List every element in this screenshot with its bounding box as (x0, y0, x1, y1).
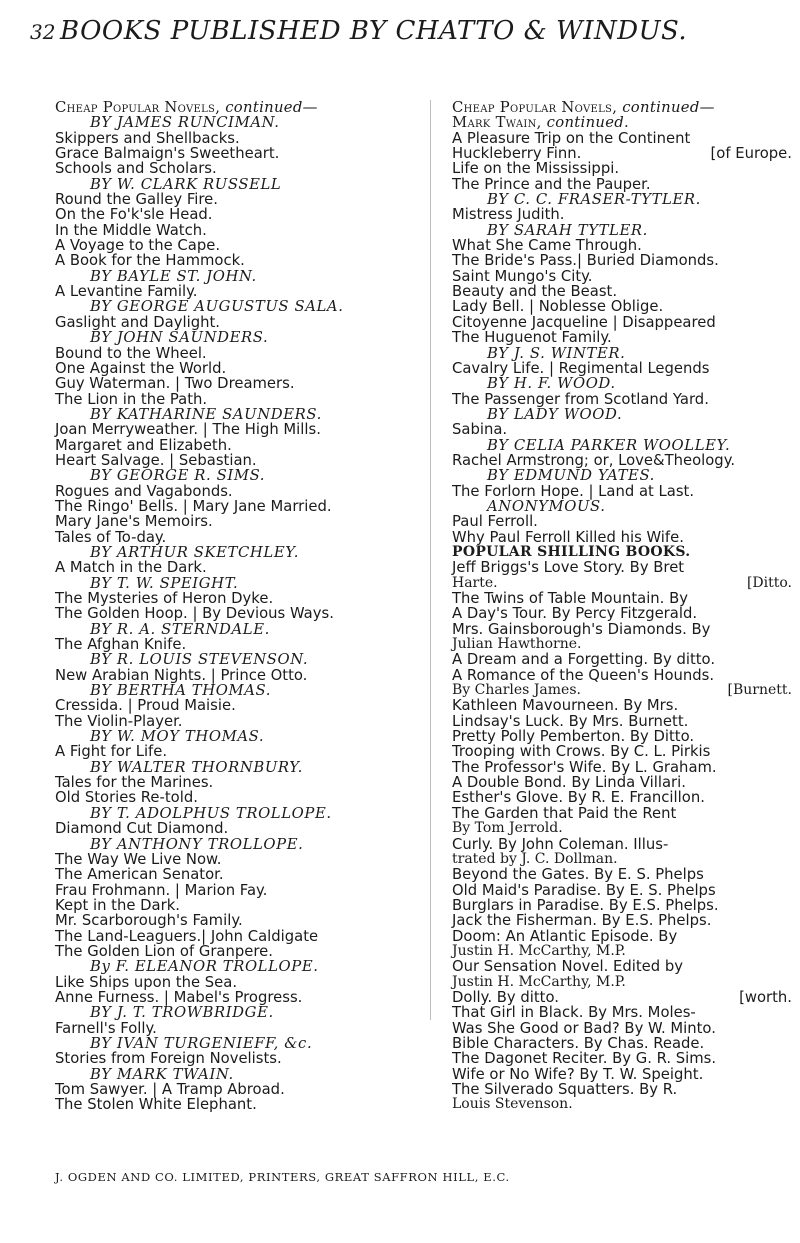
book-title (452, 177, 792, 192)
line-text: A Double Bond. By Linda Villari. (452, 774, 686, 792)
line-text: The Twins of Table Mountain. By (452, 590, 688, 607)
line-text: A Fight for Life. (55, 743, 168, 761)
line-text: BY BERTHA THOMAS. (90, 682, 272, 700)
line-text: Stories from Foreign Novelists. (55, 1050, 282, 1068)
book-title (55, 315, 395, 330)
book-title (452, 913, 792, 928)
line-text: The Passenger from Scotland Yard. (452, 390, 709, 408)
book-title (452, 253, 792, 268)
book-credit (452, 975, 792, 990)
line-text: On the Fo'k'sle Head. (55, 206, 213, 224)
line-text: Rogues and Vagabonds. (55, 482, 233, 500)
book-title (55, 161, 395, 176)
book-title (55, 453, 395, 468)
line-text: The Professor's Wife. By L. Graham. (452, 758, 717, 776)
book-title (452, 744, 792, 759)
line-text: The Prince and the Pauper. (452, 175, 651, 193)
line-text: BY JAMES RUNCIMAN. (90, 114, 280, 132)
line-text: BY H. F. WOOD. (487, 375, 616, 393)
book-credit (452, 637, 792, 652)
author-name (55, 760, 395, 775)
line-text: Mr. Scarborough's Family. (55, 912, 243, 930)
book-title (55, 514, 395, 529)
book-title (452, 299, 792, 314)
line-text: Like Ships upon the Sea. (55, 973, 238, 991)
book-title (55, 668, 395, 683)
page-header (30, 12, 770, 52)
book-title (55, 790, 395, 805)
author-name (452, 499, 792, 514)
book-title (55, 438, 395, 453)
line-text: By Charles James. (452, 682, 581, 699)
line-text: BY JOHN SAUNDERS. (90, 329, 269, 347)
line-text: The Huguenot Family. (452, 329, 612, 347)
line-text: Was She Good or Bad? By W. Minto. (452, 1019, 716, 1037)
line-text: The Silverado Squatters. By R. (452, 1081, 678, 1098)
line-text: Kept in the Dark. (55, 896, 180, 914)
book-title (452, 606, 792, 621)
line-text: Paul Ferroll. (452, 513, 538, 531)
line-text: Louis Stevenson. (452, 1096, 573, 1113)
author-name (55, 1067, 395, 1082)
book-title (452, 1051, 792, 1066)
line-text: In the Middle Watch. (55, 221, 207, 239)
section-heading (55, 100, 395, 115)
author-name (55, 115, 395, 130)
author-name (452, 407, 792, 422)
book-title (55, 591, 395, 606)
line-text: Guy Waterman. | Two Dreamers. (55, 375, 295, 393)
book-title (55, 1097, 395, 1112)
book-title (452, 806, 792, 821)
book-title (452, 1036, 792, 1051)
book-title (452, 698, 792, 713)
book-title (55, 238, 395, 253)
line-text: Old Maid's Paradise. By E. S. Phelps (452, 881, 716, 899)
continued-label: continued— (617, 99, 715, 116)
line-text: A Pleasure Trip on the Continent (452, 129, 691, 147)
book-title (452, 898, 792, 913)
page-number: 32 (30, 20, 56, 44)
book-title (55, 821, 395, 836)
line-text: A Book for the Hammock. (55, 252, 245, 270)
line-text: Pretty Polly Pemberton. By Ditto. (452, 728, 695, 746)
line-text: A Day's Tour. By Percy Fitzgerald. (452, 605, 698, 623)
line-text: The Dagonet Reciter. By G. R. Sims. (452, 1050, 717, 1068)
book-title (55, 499, 395, 514)
line-text: By Tom Jerrold. (452, 820, 563, 837)
line-text: A Dream and a Forgetting. By ditto. (452, 651, 716, 669)
book-credit (452, 852, 792, 867)
line-text: Jeff Briggs's Love Story. By Bret (452, 559, 685, 577)
line-text: Anne Furness. | Mabel's Progress. (55, 988, 303, 1006)
line-text: Grace Balmaign's Sweetheart. (55, 145, 280, 163)
book-title (55, 944, 395, 959)
line-text: Frau Frohmann. | Marion Fay. (55, 881, 268, 899)
author-name (55, 683, 395, 698)
line-text: The Stolen White Elephant. (55, 1096, 257, 1114)
line-text: BY KATHARINE SAUNDERS. (90, 405, 322, 423)
book-title (452, 530, 792, 545)
line-text: Round the Galley Fire. (55, 191, 218, 209)
line-text: Mrs. Gainsborough's Diamonds. By (452, 620, 711, 638)
book-title (452, 514, 792, 529)
line-text: Esther's Glove. By R. E. Francillon. (452, 789, 705, 807)
line-text: BY ANTHONY TROLLOPE. (90, 835, 304, 853)
line-text: Heart Salvage. | Sebastian. (55, 451, 257, 469)
book-title (452, 1021, 792, 1036)
line-text: Mark Twain, (452, 114, 542, 132)
line-text: BY R. A. STERNDALE. (90, 620, 270, 638)
book-title (55, 883, 395, 898)
line-text: Kathleen Mavourneen. By Mrs. (452, 697, 679, 715)
line-continuation: [of Europe. (710, 145, 792, 163)
line-text: BY MARK TWAIN. (90, 1065, 234, 1083)
book-title (452, 837, 792, 852)
book-title (452, 161, 792, 176)
line-continuation: [Ditto. (746, 574, 792, 591)
line-text: New Arabian Nights. | Prince Otto. (55, 666, 308, 684)
line-text: Mistress Judith. (452, 206, 565, 224)
line-text: Mary Jane's Memoirs. (55, 513, 213, 531)
line-text: Sabina. (452, 421, 508, 439)
line-text: The Golden Lion of Granpere. (55, 942, 273, 960)
section-heading (452, 115, 792, 130)
author-name (55, 1036, 395, 1051)
line-text: Beyond the Gates. By E. S. Phelps (452, 866, 704, 884)
line-text: BY J. S. WINTER. (487, 344, 626, 362)
author-name (55, 330, 395, 345)
book-title (452, 392, 792, 407)
author-name (452, 346, 792, 361)
line-text: Burglars in Paradise. By E.S. Phelps. (452, 896, 719, 914)
line-text: BY T. W. SPEIGHT. (90, 574, 239, 592)
left-column (55, 100, 395, 1113)
book-title (55, 606, 395, 621)
book-title (55, 637, 395, 652)
line-text: The Mysteries of Heron Dyke. (55, 590, 274, 607)
author-name (55, 468, 395, 483)
book-title (55, 698, 395, 713)
line-text: Cressida. | Proud Maisie. (55, 697, 236, 715)
line-text: Old Stories Re-told. (55, 789, 198, 807)
book-credit (452, 683, 792, 698)
book-title (55, 361, 395, 376)
line-text: Curly. By John Coleman. Illus- (452, 835, 669, 853)
book-title (452, 284, 792, 299)
book-title (452, 760, 792, 775)
book-title (55, 146, 395, 161)
line-text: BY R. LOUIS STEVENSON. (90, 651, 309, 669)
book-title (55, 898, 395, 913)
author-name (55, 622, 395, 637)
line-text: BY J. T. TROWBRIDGE. (90, 1004, 274, 1022)
line-text: A Romance of the Queen's Hounds. (452, 666, 715, 684)
book-title (55, 192, 395, 207)
line-text: BY ARTHUR SKETCHLEY. (90, 543, 300, 561)
line-text: Justin H. McCarthy, M.P. (452, 973, 626, 990)
line-text: BY BAYLE ST. JOHN. (90, 267, 257, 285)
book-title (452, 729, 792, 744)
book-title (55, 346, 395, 361)
book-title (452, 238, 792, 253)
book-title (452, 207, 792, 222)
book-title (55, 775, 395, 790)
line-continuation: [worth. (739, 988, 792, 1006)
author-name (55, 299, 395, 314)
line-text: Cavalry Life. | Regimental Legends (452, 359, 710, 377)
author-name (55, 269, 395, 284)
author-name (55, 652, 395, 667)
line-text: The Land-Leaguers.| John Caldigate (55, 927, 319, 945)
book-title (452, 622, 792, 637)
section-heading (452, 100, 792, 115)
book-title (452, 668, 792, 683)
line-text: ANONYMOUS. (487, 497, 606, 515)
book-title (452, 929, 792, 944)
line-text: Lindsay's Luck. By Mrs. Burnett. (452, 712, 689, 730)
line-text: Harte. (452, 574, 498, 591)
line-text: Joan Merryweather. | The High Mills. (55, 421, 321, 439)
line-text: The Golden Hoop. | By Devious Ways. (55, 605, 334, 623)
book-title (452, 146, 792, 161)
line-text: Wife or No Wife? By T. W. Speight. (452, 1065, 704, 1083)
line-text: Beauty and the Beast. (452, 283, 618, 301)
book-title (452, 990, 792, 1005)
line-text: A Match in the Dark. (55, 559, 207, 577)
line-text: Tales of To-day. (55, 528, 167, 546)
book-title (452, 775, 792, 790)
book-title (55, 560, 395, 575)
line-text: Citoyenne Jacqueline | Disappeared (452, 313, 716, 331)
line-text: What She Came Through. (452, 237, 642, 255)
book-title (452, 453, 792, 468)
line-text: BY EDMUND YATES. (487, 467, 655, 485)
line-text: Bible Characters. By Chas. Reade. (452, 1034, 705, 1052)
line-text: Dolly. By ditto. (452, 988, 559, 1006)
book-title (55, 1082, 395, 1097)
line-text: BY SARAH TYTLER. (487, 221, 648, 239)
line-text: Margaret and Elizabeth. (55, 436, 232, 454)
line-text: Justin H. McCarthy, M.P. (452, 942, 626, 959)
book-title (55, 284, 395, 299)
line-text: The Garden that Paid the Rent (452, 804, 677, 822)
author-name (55, 576, 395, 591)
author-name (55, 806, 395, 821)
running-title: BOOKS PUBLISHED BY CHATTO & WINDUS. (60, 16, 688, 46)
book-title (452, 330, 792, 345)
author-name (55, 177, 395, 192)
line-text: Doom: An Atlantic Episode. By (452, 927, 678, 945)
line-text: The Lion in the Path. (55, 390, 208, 408)
book-title (55, 530, 395, 545)
line-text: The Bride's Pass.| Buried Diamonds. (452, 252, 719, 270)
book-title (452, 959, 792, 974)
line-text: A Levantine Family. (55, 283, 198, 301)
book-title (452, 1067, 792, 1082)
author-name (55, 729, 395, 744)
book-title (452, 883, 792, 898)
line-text: Life on the Mississippi. (452, 160, 620, 178)
author-name (55, 959, 395, 974)
line-text: Huckleberry Finn. (452, 145, 582, 163)
author-name (452, 438, 792, 453)
author-name (55, 837, 395, 852)
line-text: The Way We Live Now. (55, 850, 222, 868)
line-text: Saint Mungo's City. (452, 267, 593, 285)
book-title (55, 867, 395, 882)
continued-label: continued. (541, 114, 630, 132)
line-text: The Afghan Knife. (55, 636, 187, 654)
line-text: Julian Hawthorne. (452, 636, 582, 653)
line-text: Gaslight and Daylight. (55, 313, 220, 331)
line-text: trated by J. C. Dollman. (452, 850, 618, 867)
line-text: POPULAR SHILLING BOOKS. (452, 543, 691, 560)
column-divider (430, 100, 431, 1020)
line-text: BY LADY WOOD. (487, 405, 623, 423)
line-text: Tales for the Marines. (55, 774, 214, 792)
line-text: Jack the Fisherman. By E.S. Phelps. (452, 912, 712, 930)
line-text: Farnell's Folly. (55, 1019, 157, 1037)
line-text: Our Sensation Novel. Edited by (452, 958, 684, 976)
line-text: BY CELIA PARKER WOOLLEY. (487, 436, 731, 454)
book-title (55, 392, 395, 407)
line-text: BY IVAN TURGENIEFF, &c. (90, 1034, 313, 1052)
book-title (55, 913, 395, 928)
book-title (55, 852, 395, 867)
line-text: By F. ELEANOR TROLLOPE. (90, 958, 319, 976)
line-text: Why Paul Ferroll Killed his Wife. (452, 528, 684, 546)
line-text: BY W. CLARK RUSSELL (90, 175, 282, 193)
book-title (452, 484, 792, 499)
line-text: One Against the World. (55, 359, 227, 377)
line-text: Bound to the Wheel. (55, 344, 207, 362)
right-column (452, 100, 792, 1113)
book-title (452, 591, 792, 606)
book-title (452, 867, 792, 882)
line-text: BY C. C. FRASER-TYTLER. (487, 191, 701, 209)
continued-label: continued— (220, 99, 318, 116)
author-name (452, 376, 792, 391)
line-text: That Girl in Black. By Mrs. Moles- (452, 1004, 696, 1022)
book-title (55, 1021, 395, 1036)
line-text: A Voyage to the Cape. (55, 237, 221, 255)
line-text: Tom Sawyer. | A Tramp Abroad. (55, 1081, 285, 1098)
author-name (452, 192, 792, 207)
line-text: BY W. MOY THOMAS. (90, 728, 265, 746)
book-title (452, 361, 792, 376)
author-name (452, 223, 792, 238)
book-title (452, 1082, 792, 1097)
line-text: The Ringo' Bells. | Mary Jane Married. (55, 497, 332, 515)
line-text: Trooping with Crows. By C. L. Pirkis (452, 743, 711, 761)
line-text: The Forlorn Hope. | Land at Last. (452, 482, 695, 500)
book-title (452, 714, 792, 729)
book-title (452, 269, 792, 284)
book-title (55, 990, 395, 1005)
line-text: Cheap Popular Novels, (55, 99, 221, 116)
book-title (55, 422, 395, 437)
line-text: BY WALTER THORNBURY. (90, 758, 303, 776)
printer-imprint: J. OGDEN AND CO. LIMITED, PRINTERS, GREAT SAFFRON HILL, E.C. (55, 1170, 510, 1184)
book-title (55, 376, 395, 391)
book-title (55, 484, 395, 499)
line-text: Cheap Popular Novels, (452, 99, 618, 116)
book-title (452, 131, 792, 146)
book-title (452, 1005, 792, 1020)
book-title (452, 560, 792, 575)
author-name (55, 407, 395, 422)
book-title (55, 929, 395, 944)
book-title (55, 975, 395, 990)
book-credit (452, 821, 792, 836)
book-title (452, 315, 792, 330)
book-title (55, 131, 395, 146)
book-credit (452, 944, 792, 959)
line-text: Lady Bell. | Noblesse Oblige. (452, 298, 664, 316)
author-name (55, 1005, 395, 1020)
line-continuation: [Burnett. (727, 682, 792, 699)
author-name (55, 545, 395, 560)
line-text: BY GEORGE AUGUSTUS SALA. (90, 298, 344, 316)
book-title (452, 422, 792, 437)
book-title (55, 714, 395, 729)
line-text: The American Senator. (55, 866, 224, 884)
book-title (55, 744, 395, 759)
line-text: The Violin-Player. (55, 712, 183, 730)
line-text: BY GEORGE R. SIMS. (90, 467, 266, 485)
line-text: Diamond Cut Diamond. (55, 820, 229, 838)
line-text: Skippers and Shellbacks. (55, 129, 240, 147)
section-title (452, 545, 792, 560)
book-credit (452, 576, 792, 591)
book-title (55, 253, 395, 268)
book-credit (452, 1097, 792, 1112)
line-text: Rachel Armstrong; or, Love&Theology. (452, 451, 736, 469)
line-text: BY T. ADOLPHUS TROLLOPE. (90, 804, 332, 822)
book-title (55, 223, 395, 238)
book-title (452, 652, 792, 667)
book-title (452, 790, 792, 805)
book-title (55, 207, 395, 222)
book-title (55, 1051, 395, 1066)
line-text: Schools and Scholars. (55, 160, 217, 178)
author-name (452, 468, 792, 483)
